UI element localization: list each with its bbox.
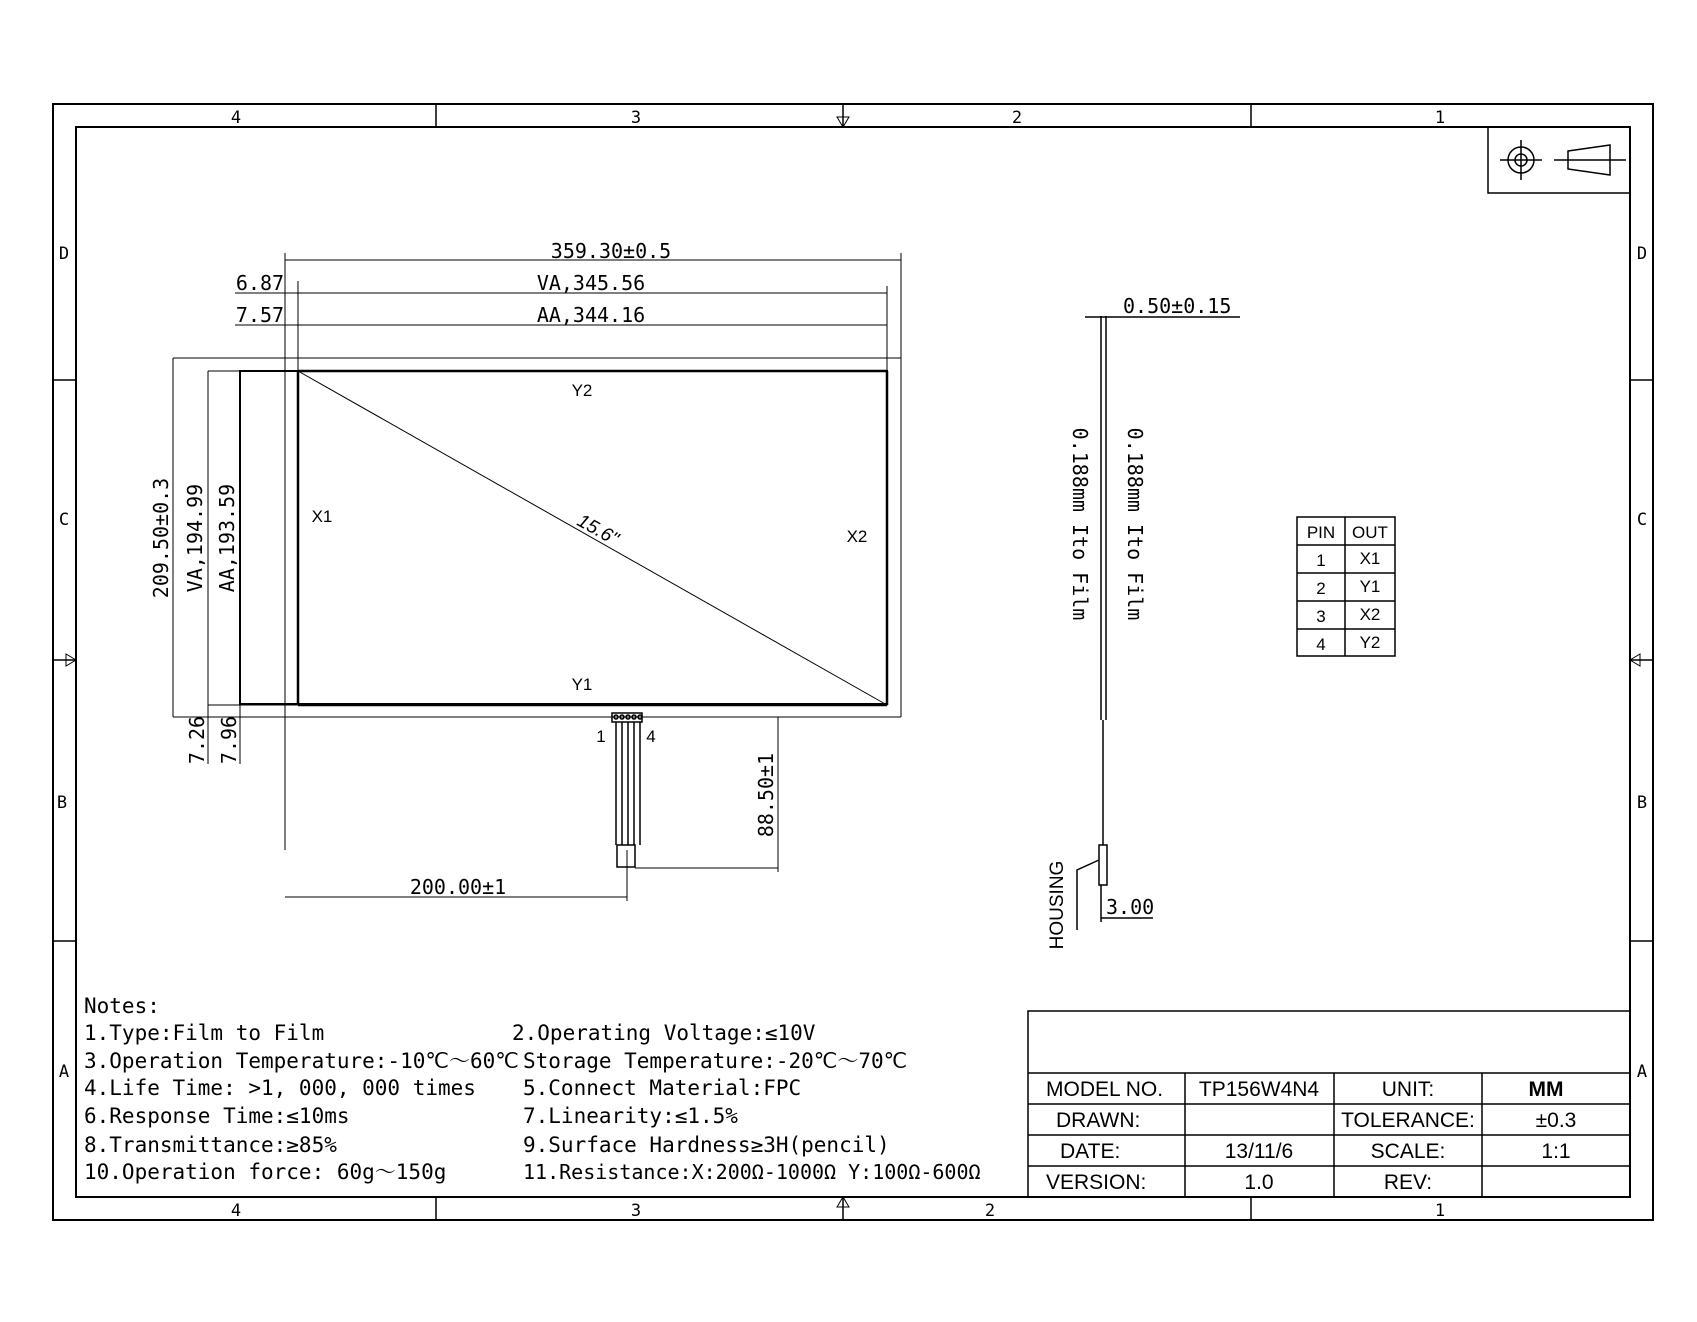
note-item: 2.Operating Voltage:≤10V	[512, 1021, 816, 1045]
dim-va-width: VA,345.56	[536, 271, 646, 295]
dim-thickness: 0.50±0.15	[1123, 294, 1232, 318]
note-item: 9.Surface Hardness≥3H(pencil)	[523, 1133, 890, 1157]
title-block	[1028, 1011, 1630, 1197]
label-x1: X1	[311, 507, 333, 526]
side-view	[1077, 316, 1240, 930]
projection-symbol	[1488, 127, 1630, 193]
dim-tail-length: 88.50±1	[754, 752, 778, 838]
tb-unit-label: UNIT:	[1381, 1078, 1435, 1101]
note-item: 3.Operation Temperature:-10℃～60℃	[84, 1049, 519, 1073]
dim-aa-offset: 7.57	[235, 303, 285, 327]
dim-aa-height: AA,193.59	[215, 483, 239, 593]
col-label-4-bottom: 4	[230, 1201, 242, 1221]
pin-table-cell: X2	[1359, 605, 1381, 624]
col-label-3-bottom: 3	[630, 1201, 642, 1221]
dim-housing: 3.00	[1106, 895, 1155, 919]
tb-rev-label: REV:	[1383, 1171, 1433, 1194]
note-item: 4.Life Time: >1, 000, 000 times	[84, 1076, 476, 1100]
note-item: 5.Connect Material:FPC	[523, 1076, 802, 1100]
row-label-c-left: C	[58, 510, 70, 530]
row-label-b-left: B	[56, 793, 68, 813]
note-item: 1.Type:Film to Film	[84, 1021, 325, 1045]
tb-version-label: VERSION:	[1046, 1171, 1147, 1194]
tb-scale-label: SCALE:	[1370, 1140, 1446, 1163]
side-layer-left: 0.188mm Ito Film	[1068, 427, 1092, 621]
dim-overall-height: 209.50±0.3	[149, 477, 173, 599]
label-y1: Y1	[571, 675, 593, 694]
tb-version-value: 1.0	[1244, 1171, 1274, 1194]
pin-table-cell: 1	[1316, 551, 1326, 570]
note-item: 11.Resistance:X:200Ω-1000Ω Y:100Ω-600Ω	[523, 1160, 981, 1184]
tail-dimension-lines	[285, 717, 778, 901]
col-label-1-top: 1	[1434, 108, 1446, 128]
tb-model-label: MODEL NO.	[1046, 1078, 1164, 1101]
pin-table-header-pin: PIN	[1306, 523, 1336, 542]
pin-table-cell: X1	[1359, 549, 1381, 568]
note-item: 8.Transmittance:≥85%	[84, 1133, 337, 1157]
note-item: 10.Operation force: 60g～150g	[84, 1160, 447, 1184]
dim-aa-bottom: 7.96	[217, 715, 241, 765]
tb-scale-value: 1:1	[1541, 1140, 1571, 1163]
dim-va-bottom: 7.26	[185, 715, 209, 765]
pin-table-cell: 4	[1316, 635, 1326, 654]
note-item: 6.Response Time:≤10ms	[84, 1104, 350, 1128]
dim-tail-offset: 200.00±1	[409, 875, 507, 899]
row-label-b-right: B	[1636, 793, 1648, 813]
row-label-c-right: C	[1636, 510, 1648, 530]
panel-outline	[240, 371, 887, 705]
note-item: Storage Temperature:-20℃～70℃	[523, 1049, 908, 1073]
pin-table-cell: 2	[1316, 579, 1326, 598]
pin-table-cell: Y2	[1359, 633, 1381, 652]
tb-model-value: TP156W4N4	[1198, 1078, 1320, 1101]
housing-label: HOUSING	[1047, 860, 1068, 950]
notes-heading: Notes:	[84, 994, 160, 1018]
tb-unit-value: MM	[1528, 1078, 1564, 1101]
dim-aa-width: AA,344.16	[536, 303, 646, 327]
notes	[84, 994, 981, 1184]
tail-pin-1: 1	[596, 727, 606, 746]
tb-tolerance-value: ±0.3	[1535, 1109, 1577, 1132]
col-label-4-top: 4	[230, 108, 242, 128]
pin-table-header-out: OUT	[1352, 523, 1388, 542]
panel-thin-edges	[173, 253, 901, 850]
tb-drawn-label: DRAWN:	[1056, 1109, 1141, 1132]
col-label-2-bottom: 2	[984, 1201, 996, 1221]
tail-pin-4: 4	[646, 727, 656, 746]
tb-date-value: 13/11/6	[1224, 1140, 1294, 1163]
col-label-2-top: 2	[1011, 108, 1023, 128]
note-item: 7.Linearity:≤1.5%	[523, 1104, 738, 1128]
row-label-d-left: D	[58, 244, 70, 264]
row-label-a-left: A	[58, 1062, 70, 1082]
label-x2: X2	[846, 527, 868, 546]
side-layer-right: 0.188mm Ito Film	[1123, 427, 1147, 621]
row-label-d-right: D	[1636, 244, 1648, 264]
fpc-tail	[612, 713, 642, 867]
col-label-1-bottom: 1	[1434, 1201, 1446, 1221]
label-diagonal-size: 15.6"	[573, 510, 622, 550]
tb-tolerance-label: TOLERANCE:	[1341, 1109, 1475, 1132]
label-y2: Y2	[571, 381, 593, 400]
dim-va-offset: 6.87	[235, 271, 285, 295]
dim-va-height: VA,194.99	[183, 483, 207, 593]
pin-table-cell: Y1	[1359, 577, 1381, 596]
row-label-a-right: A	[1636, 1062, 1648, 1082]
col-label-3-top: 3	[630, 108, 642, 128]
pin-table-cell: 3	[1316, 607, 1326, 626]
tb-date-label: DATE:	[1060, 1140, 1121, 1163]
dim-overall-width: 359.30±0.5	[550, 239, 672, 263]
